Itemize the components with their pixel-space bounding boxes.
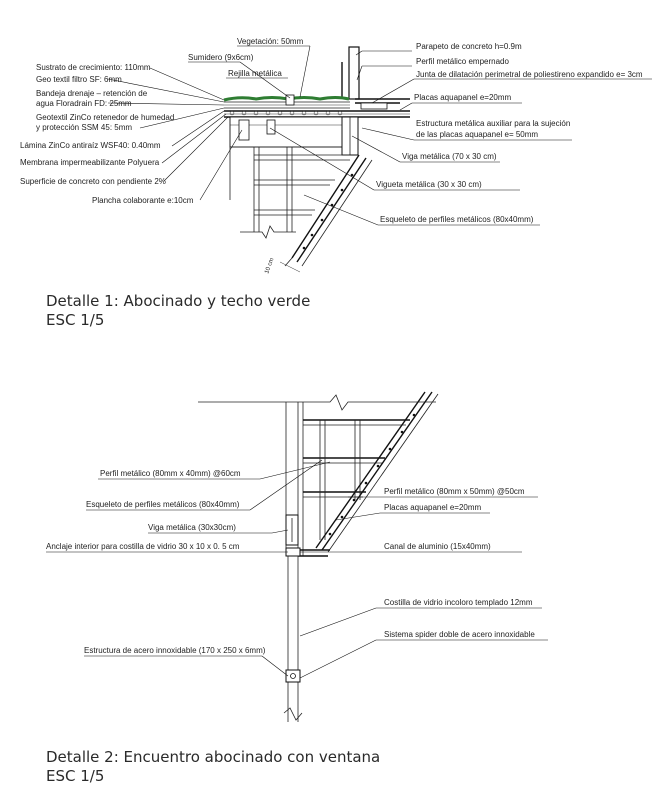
label-viga-2: Viga metálica (30x30cm) [148,523,236,532]
label-spider: Sistema spider doble de acero innoxidable [384,630,535,639]
detail-1-title: Detalle 1: Abocinado y techo verde [46,292,311,310]
label-geotextil-zinco-2: y protección SSM 45: 5mm [36,123,133,132]
label-perfil-empernado: Perfil metálico empernado [416,57,509,66]
label-perfil-50: Perfil metálico (80mm x 50mm) @50cm [384,487,525,496]
dimension-label: 10 cm [264,257,276,275]
label-perfil-60: Perfil metálico (80mm x 40mm) @60cm [100,469,241,478]
label-esqueleto: Esqueleto de perfiles metálicos (80x40mm) [380,215,534,224]
label-canal: Canal de aluminio (15x40mm) [384,542,491,551]
label-membrana: Membrana impermeabilizante Polyuera [20,158,160,167]
detail-2-caption [46,748,380,786]
label-viga: Viga metálica (70 x 30 cm) [402,152,497,161]
label-geotextil-zinco-1: Geotextil ZinCo retenedor de humedad [36,113,175,122]
label-geotextil-filtro: Geo textil filtro SF: 6mm [36,75,122,84]
label-costilla: Costilla de vidrio incoloro templado 12mm [384,598,533,607]
label-vegetacion: Vegetación: 50mm [237,37,304,46]
detail-2-title: Detalle 2: Encuentro abocinado con ventana [46,748,381,766]
label-sumidero: Sumidero (9x6cm) [188,53,254,62]
label-rejilla: Rejilla metálica [228,69,282,78]
label-vigueta: Vigueta metálica (30 x 30 cm) [376,180,482,189]
detail-2-drawing [198,392,438,722]
label-anclaje: Anclaje interior para costilla de vidrio 30 x 10 x 0. 5 cm [46,542,240,551]
label-bandeja-2: agua Floradrain FD: 25mm [36,99,132,108]
beam-structure [230,117,358,238]
label-estructura-aux-1: Estructura metálica auxiliar para la sujeción [416,119,571,128]
detail-1-scale: ESC 1/5 [46,311,105,329]
label-sustrato: Sustrato de crecimiento: 110mm [36,63,151,72]
label-junta: Junta de dilatación perimetral de poliestireno expandido e= 3cm [416,70,643,79]
detail-1-caption [46,292,310,330]
inclined-skeleton [280,155,372,272]
parapet [342,47,410,103]
detail-2-scale: ESC 1/5 [46,767,105,785]
label-parapeto: Parapeto de concreto h=0.9m [416,42,522,51]
label-superficie: Superficie de concreto con pendiente 2% [20,177,166,186]
label-plancha: Plancha colaborante e:10cm [92,196,194,205]
label-esqueleto-2: Esqueleto de perfiles metálicos (80x40mm) [86,500,240,509]
label-placas: Placas aquapanel e=20mm [414,93,512,102]
label-lamina: Lámina ZinCo antiraíz WSF40: 0.40mm [20,141,161,150]
label-estructura-aux-2: de las placas aquapanel e= 50mm [416,130,539,139]
label-estructura-acero: Estructura de acero innoxidable (170 x 250 x 6mm) [84,646,266,655]
label-bandeja-1: Bandeja drenaje – retención de [36,89,148,98]
label-placas-2: Placas aquapanel e=20mm [384,503,482,512]
